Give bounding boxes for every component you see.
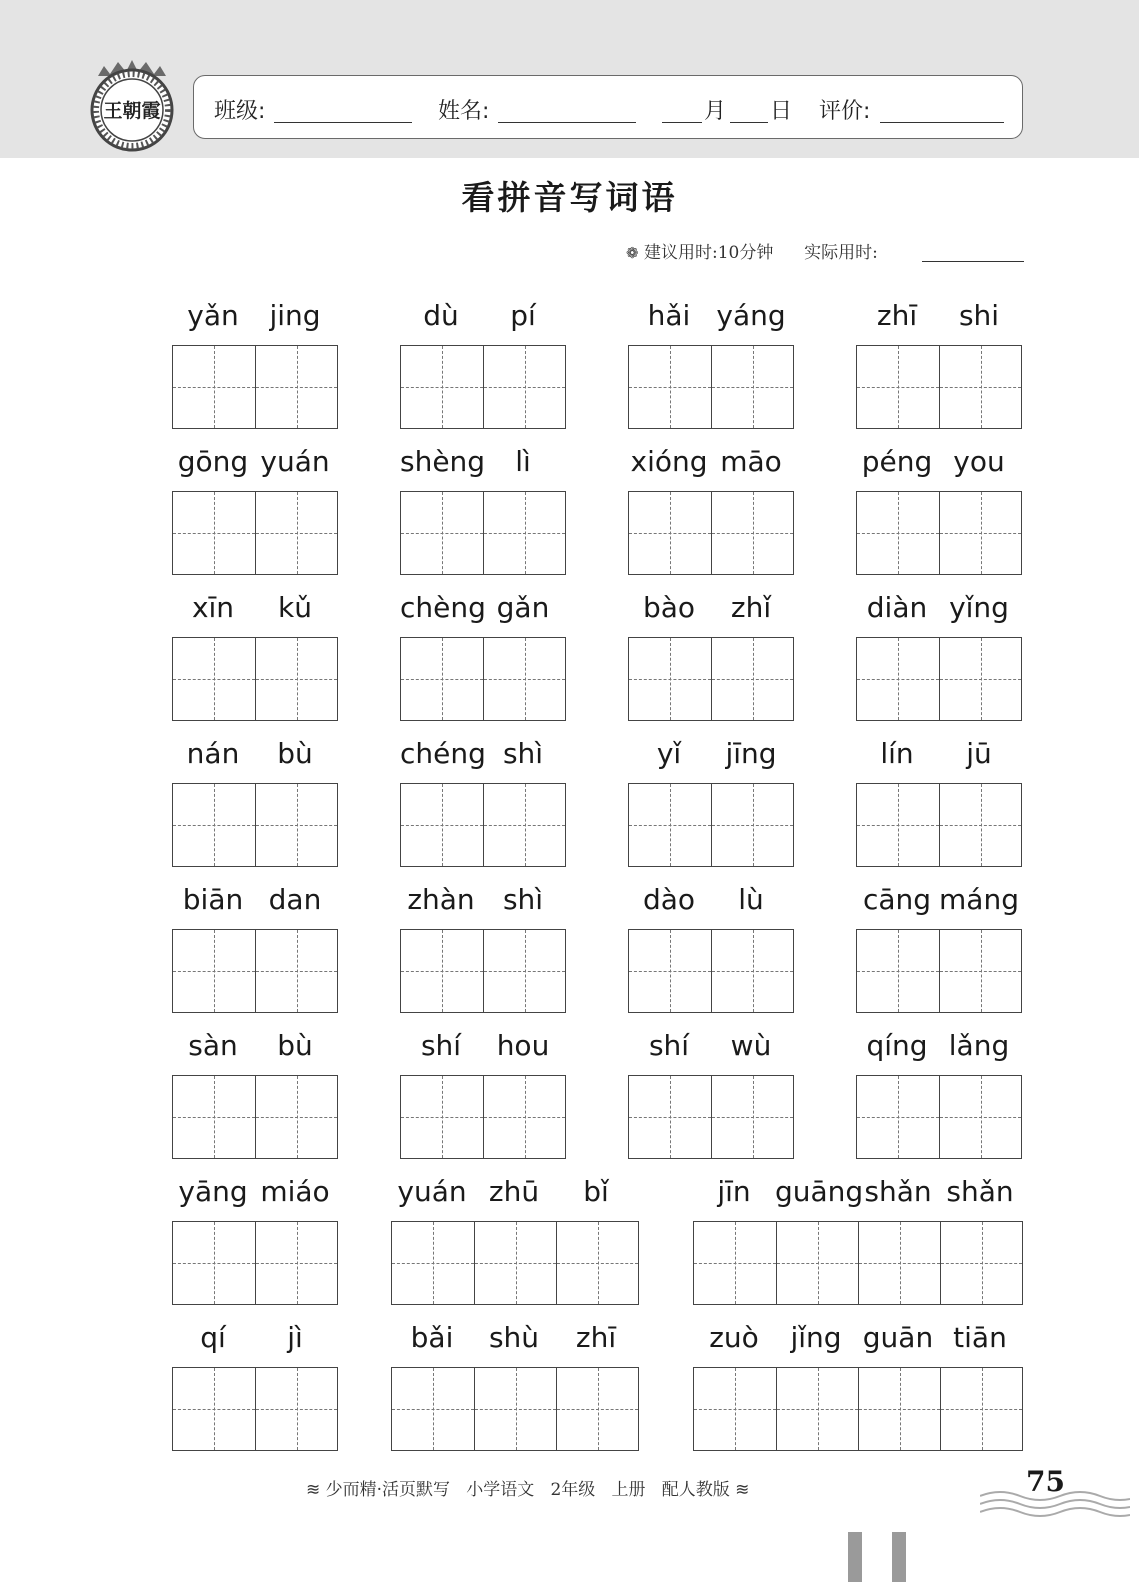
tianzige-cell[interactable]	[711, 930, 793, 1012]
actual-time-label: 实际用时:	[804, 243, 878, 263]
tianzige-cell[interactable]	[556, 1222, 638, 1304]
tianzige-cell[interactable]	[401, 638, 483, 720]
pinyin-syllable: shí	[420, 1029, 462, 1062]
tianzige-cell[interactable]	[401, 1076, 483, 1158]
tianzige-cell[interactable]	[939, 492, 1021, 574]
tianzige-cell[interactable]	[483, 638, 565, 720]
tianzige-cell[interactable]	[857, 346, 939, 428]
tianzige-cell[interactable]	[401, 346, 483, 428]
month-label: 月	[704, 99, 727, 124]
pinyin-syllable: sàn	[188, 1029, 238, 1062]
pinyin-syllable: you	[953, 445, 1005, 478]
tianzige-cell[interactable]	[392, 1222, 474, 1304]
tianzige-cell[interactable]	[255, 930, 337, 1012]
pinyin-syllable: xīn	[191, 591, 235, 624]
wave-icon-left: ≋	[306, 1480, 321, 1500]
tianzige-cell[interactable]	[776, 1368, 858, 1450]
tianzige-cell[interactable]	[255, 638, 337, 720]
tianzige-cell[interactable]	[857, 784, 939, 866]
pinyin-syllable: jū	[966, 737, 992, 770]
page-number: 75	[1026, 1465, 1065, 1498]
writing-grid	[400, 491, 566, 575]
tianzige-cell[interactable]	[255, 1076, 337, 1158]
writing-grid	[172, 1221, 338, 1305]
tianzige-cell[interactable]	[629, 1076, 711, 1158]
tianzige-cell[interactable]	[940, 1368, 1022, 1450]
pinyin-syllable: zhī	[575, 1321, 617, 1354]
tianzige-cell[interactable]	[173, 1368, 255, 1450]
tianzige-cell[interactable]	[255, 492, 337, 574]
tianzige-cell[interactable]	[255, 1222, 337, 1304]
evaluation-label: 评价:	[819, 99, 871, 124]
pinyin-syllable: yǐ	[656, 737, 682, 770]
writing-grid	[856, 345, 1022, 429]
pinyin-syllable: máng	[939, 883, 1019, 916]
wave-icon-right: ≋	[735, 1480, 750, 1500]
name-input-line[interactable]	[498, 122, 636, 123]
pinyin-syllable: yáng	[716, 299, 786, 332]
footer-text: 少而精·活页默写 小学语文 2年级 上册 配人教版	[325, 1480, 730, 1500]
tianzige-cell[interactable]	[255, 784, 337, 866]
tianzige-cell[interactable]	[173, 346, 255, 428]
tianzige-cell[interactable]	[858, 1222, 940, 1304]
student-info-box	[193, 75, 1023, 139]
pinyin-syllable: shèng	[400, 445, 486, 478]
tianzige-cell[interactable]	[694, 1368, 776, 1450]
writing-grid	[400, 345, 566, 429]
pinyin-syllable: chèng	[400, 591, 486, 624]
writing-grid	[400, 637, 566, 721]
pinyin-syllable: hǎi	[647, 299, 691, 332]
pinyin-syllable: xióng	[630, 445, 708, 478]
footer	[306, 1475, 749, 1500]
writing-grid	[172, 929, 338, 1013]
clock-icon: ❁	[626, 244, 639, 262]
pinyin-syllable: biān	[182, 883, 244, 916]
writing-grid	[400, 1075, 566, 1159]
writing-grid	[172, 637, 338, 721]
evaluation-input-line[interactable]	[880, 122, 1004, 123]
tianzige-cell[interactable]	[173, 1222, 255, 1304]
writing-grid	[856, 783, 1022, 867]
tianzige-cell[interactable]	[939, 346, 1021, 428]
tianzige-cell[interactable]	[255, 1368, 337, 1450]
writing-grid	[628, 929, 794, 1013]
tianzige-cell[interactable]	[939, 1076, 1021, 1158]
tianzige-cell[interactable]	[694, 1222, 776, 1304]
pinyin-syllable: yǐng	[949, 591, 1009, 624]
pinyin-syllable: dan	[268, 883, 322, 916]
writing-grid	[172, 783, 338, 867]
pinyin-syllable: zhī	[876, 299, 918, 332]
tianzige-cell[interactable]	[629, 346, 711, 428]
tianzige-cell[interactable]	[474, 1368, 556, 1450]
pinyin-syllable: pí	[510, 299, 536, 332]
pinyin-syllable: nán	[186, 737, 240, 770]
pinyin-syllable: guāng	[775, 1175, 864, 1208]
tianzige-cell[interactable]	[939, 638, 1021, 720]
writing-grid	[693, 1367, 1023, 1451]
writing-grid	[400, 929, 566, 1013]
tianzige-cell[interactable]	[857, 492, 939, 574]
tianzige-cell[interactable]	[629, 930, 711, 1012]
class-input-line[interactable]	[274, 122, 412, 123]
pinyin-syllable: yǎn	[187, 299, 239, 332]
pinyin-syllable: dù	[423, 299, 459, 332]
pinyin-syllable: lín	[880, 737, 914, 770]
pinyin-syllable: zuò	[709, 1321, 759, 1354]
pinyin-syllable: jīn	[717, 1175, 751, 1208]
pinyin-syllable: yuán	[397, 1175, 467, 1208]
writing-grid	[628, 491, 794, 575]
writing-grid	[856, 637, 1022, 721]
tianzige-cell[interactable]	[711, 1076, 793, 1158]
pinyin-syllable: māo	[720, 445, 782, 478]
tianzige-cell[interactable]	[173, 784, 255, 866]
tianzige-cell[interactable]	[858, 1368, 940, 1450]
tianzige-cell[interactable]	[173, 492, 255, 574]
pinyin-syllable: gǎn	[496, 591, 550, 624]
pinyin-syllable: bù	[277, 1029, 313, 1062]
name-label: 姓名:	[438, 99, 490, 124]
pinyin-syllable: bǐ	[583, 1175, 609, 1208]
tianzige-cell[interactable]	[857, 930, 939, 1012]
month-input-line[interactable]	[662, 122, 702, 123]
tianzige-cell[interactable]	[392, 1368, 474, 1450]
pinyin-syllable: tiān	[953, 1321, 1007, 1354]
pinyin-syllable: lù	[738, 883, 764, 916]
writing-grid	[391, 1221, 639, 1305]
tianzige-cell[interactable]	[401, 492, 483, 574]
pinyin-syllable: gōng	[177, 445, 249, 478]
pinyin-syllable: jì	[287, 1321, 303, 1354]
page-title: 看拼音写词语	[461, 178, 678, 217]
pinyin-syllable: bào	[642, 591, 696, 624]
tianzige-cell[interactable]	[629, 784, 711, 866]
pinyin-syllable: shù	[488, 1321, 540, 1354]
pinyin-syllable: miáo	[260, 1175, 330, 1208]
tianzige-cell[interactable]	[483, 1076, 565, 1158]
suggested-time: 建议用时:10分钟	[643, 243, 774, 263]
pinyin-syllable: shi	[958, 299, 1000, 332]
tianzige-cell[interactable]	[483, 346, 565, 428]
writing-grid	[628, 345, 794, 429]
pinyin-syllable: bù	[277, 737, 313, 770]
actual-time-input-line[interactable]	[922, 261, 1024, 262]
writing-grid	[628, 1075, 794, 1159]
pinyin-syllable: zhǐ	[730, 591, 772, 624]
pinyin-syllable: zhàn	[407, 883, 475, 916]
day-label: 日	[770, 99, 793, 124]
pinyin-syllable: jǐng	[790, 1321, 842, 1354]
brand-logo	[88, 60, 176, 152]
pinyin-syllable: kǔ	[278, 591, 312, 624]
pinyin-syllable: wù	[730, 1029, 772, 1062]
pinyin-syllable: chéng	[400, 737, 486, 770]
tianzige-cell[interactable]	[711, 784, 793, 866]
tianzige-cell[interactable]	[629, 492, 711, 574]
day-input-line[interactable]	[730, 122, 768, 123]
writing-grid	[693, 1221, 1023, 1305]
tianzige-cell[interactable]	[255, 346, 337, 428]
pinyin-syllable: lǎng	[948, 1029, 1010, 1062]
pinyin-syllable: cāng	[862, 883, 932, 916]
writing-grid	[172, 491, 338, 575]
tianzige-cell[interactable]	[940, 1222, 1022, 1304]
pinyin-syllable: shì	[502, 883, 544, 916]
pinyin-syllable: dào	[642, 883, 696, 916]
tianzige-cell[interactable]	[556, 1368, 638, 1450]
pinyin-syllable: zhū	[488, 1175, 540, 1208]
writing-grid	[391, 1367, 639, 1451]
tianzige-cell[interactable]	[629, 638, 711, 720]
tianzige-cell[interactable]	[401, 930, 483, 1012]
pinyin-syllable: jing	[269, 299, 321, 332]
pinyin-syllable: shí	[648, 1029, 690, 1062]
tianzige-cell[interactable]	[711, 346, 793, 428]
pinyin-syllable: jīng	[725, 737, 777, 770]
pinyin-syllable: shì	[502, 737, 544, 770]
writing-grid	[172, 1075, 338, 1159]
writing-grid	[628, 783, 794, 867]
logo-text: 王朝霞	[103, 100, 161, 122]
pinyin-syllable: bǎi	[410, 1321, 454, 1354]
binding-tab-right	[892, 1532, 906, 1582]
tianzige-cell[interactable]	[483, 492, 565, 574]
pinyin-syllable: yāng	[178, 1175, 248, 1208]
tianzige-cell[interactable]	[483, 784, 565, 866]
writing-grid	[856, 1075, 1022, 1159]
tianzige-cell[interactable]	[173, 638, 255, 720]
tianzige-cell[interactable]	[173, 930, 255, 1012]
tianzige-cell[interactable]	[776, 1222, 858, 1304]
pinyin-syllable: hou	[496, 1029, 550, 1062]
writing-grid	[856, 929, 1022, 1013]
writing-grid	[172, 345, 338, 429]
tianzige-cell[interactable]	[474, 1222, 556, 1304]
timing-info	[626, 238, 878, 263]
writing-grid	[856, 491, 1022, 575]
pinyin-syllable: lì	[515, 445, 531, 478]
tianzige-cell[interactable]	[483, 930, 565, 1012]
pinyin-syllable: péng	[861, 445, 933, 478]
pinyin-syllable: yuán	[260, 445, 330, 478]
class-label: 班级:	[214, 99, 266, 124]
writing-grid	[172, 1367, 338, 1451]
writing-grid	[628, 637, 794, 721]
tianzige-cell[interactable]	[857, 1076, 939, 1158]
pinyin-syllable: qí	[200, 1321, 226, 1354]
binding-tab-left	[848, 1532, 862, 1582]
tianzige-cell[interactable]	[857, 638, 939, 720]
tianzige-cell[interactable]	[401, 784, 483, 866]
pinyin-syllable: shǎn	[946, 1175, 1014, 1208]
tianzige-cell[interactable]	[711, 638, 793, 720]
pinyin-syllable: guān	[862, 1321, 934, 1354]
tianzige-cell[interactable]	[939, 930, 1021, 1012]
tianzige-cell[interactable]	[711, 492, 793, 574]
pinyin-syllable: qíng	[866, 1029, 928, 1062]
pinyin-syllable: shǎn	[864, 1175, 932, 1208]
pinyin-syllable: diàn	[866, 591, 928, 624]
tianzige-cell[interactable]	[939, 784, 1021, 866]
writing-grid	[400, 783, 566, 867]
tianzige-cell[interactable]	[173, 1076, 255, 1158]
